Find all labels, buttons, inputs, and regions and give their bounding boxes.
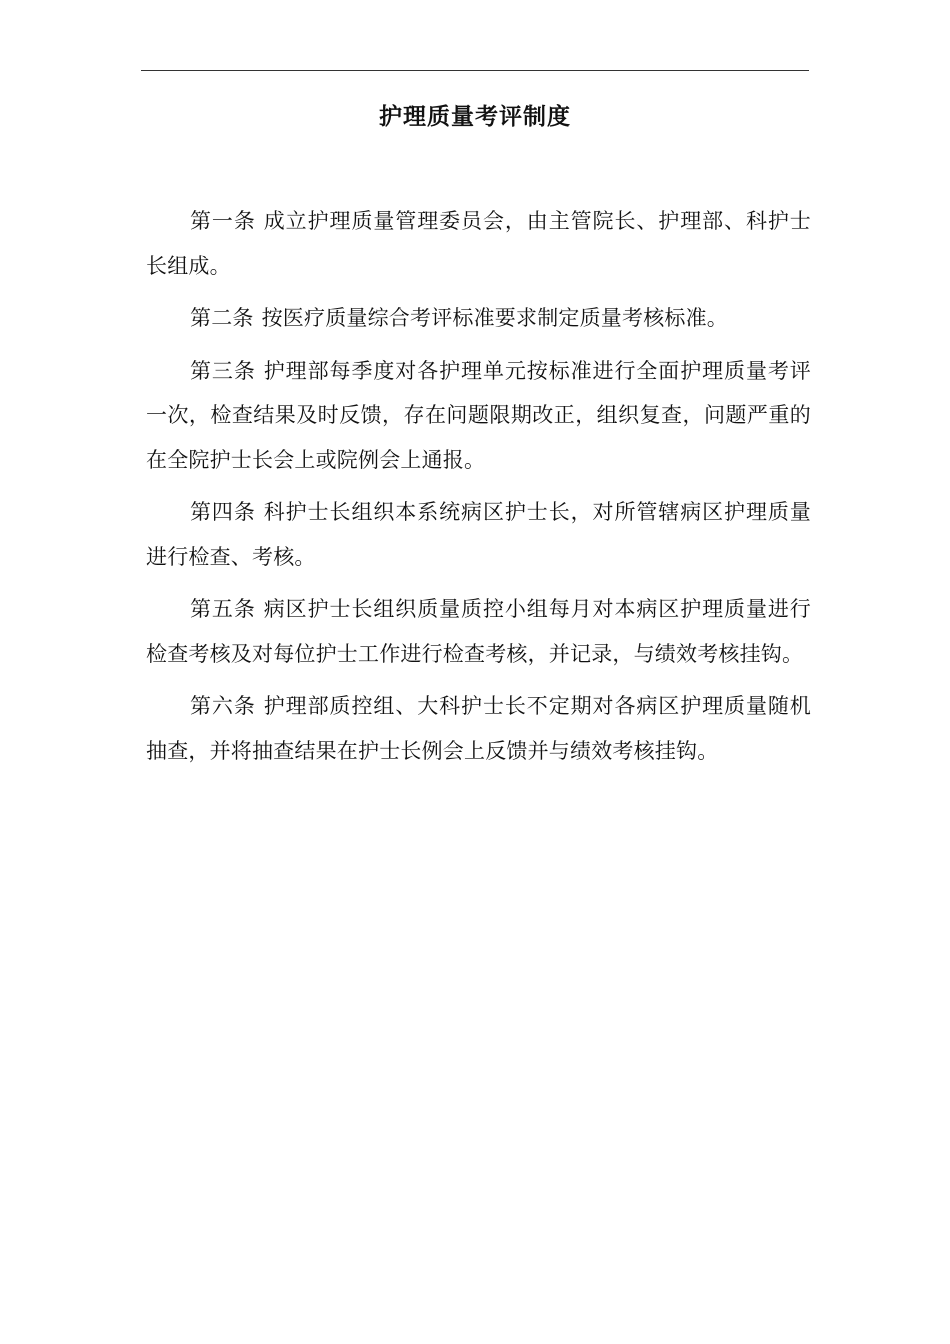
article-number: 第六条 xyxy=(190,694,256,718)
article-text: 成立护理质量管理委员会，由主管院长、护理部、科护士长组成。 xyxy=(146,209,811,278)
header-rule xyxy=(141,70,809,71)
document-body xyxy=(146,199,811,781)
article-text: 护理部每季度对各护理单元按标准进行全面护理质量考评一次，检查结果及时反馈，存在问题限期改正，组织复查，问题严重的在全院护士长会上或院例会上通报。 xyxy=(146,358,811,472)
article-number: 第三条 xyxy=(190,358,256,383)
article-6 xyxy=(146,684,811,773)
article-number: 第二条 xyxy=(190,306,254,330)
article-4 xyxy=(146,490,811,579)
article-text: 按医疗质量综合考评标准要求制定质量考核标准。 xyxy=(261,306,729,330)
article-number: 第四条 xyxy=(190,500,256,524)
article-5 xyxy=(146,587,811,676)
document-title: 护理质量考评制度 xyxy=(379,104,571,130)
article-text: 病区护士长组织质量质控小组每月对本病区护理质量进行检查考核及对每位护士工作进行检查考核，并记录，与绩效考核挂钩。 xyxy=(146,597,811,666)
article-text: 护理部质控组、大科护士长不定期对各病区护理质量随机抽查，并将抽查结果在护士长例会上反馈并与绩效考核挂钩。 xyxy=(146,694,811,763)
article-3 xyxy=(146,349,811,483)
article-number: 第一条 xyxy=(190,209,256,233)
article-1 xyxy=(146,199,811,288)
article-2 xyxy=(146,296,811,341)
article-number: 第五条 xyxy=(190,597,256,621)
article-text: 科护士长组织本系统病区护士长，对所管辖病区护理质量进行检查、考核。 xyxy=(146,500,811,569)
